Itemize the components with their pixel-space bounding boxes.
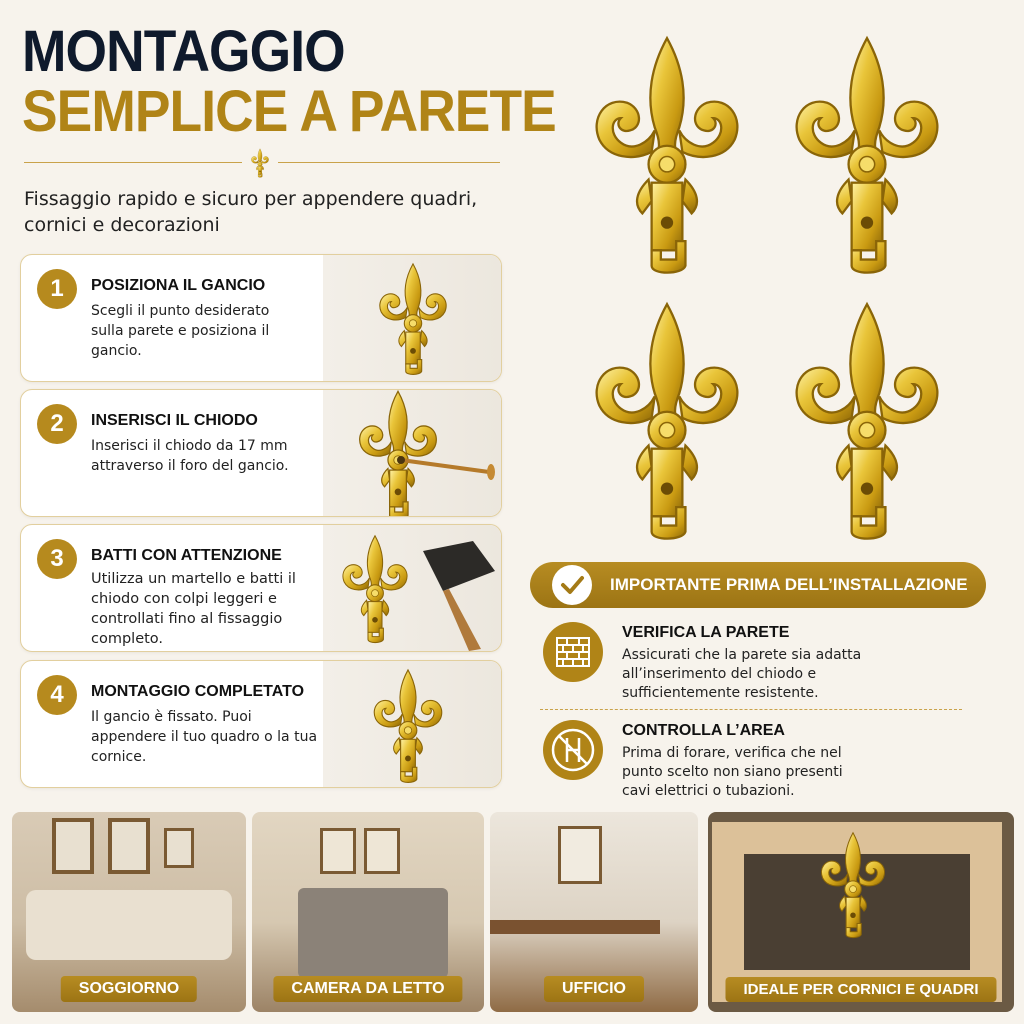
step-number: 1 [37,269,77,309]
hook-product-image [790,298,944,544]
step-title: BATTI CON ATTENZIONE [91,547,282,564]
bed [298,888,448,978]
frame [320,828,356,874]
room-photo-soggiorno [12,812,246,1012]
step-card-1 [20,254,502,382]
divider-right [278,162,500,163]
room-label: CAMERA DA LETTO [273,976,462,1002]
step-card-2 [20,389,502,517]
sofa [26,890,232,960]
info-title: CONTROLLA L’AREA [622,722,785,739]
page-title-line2: SEMPLICE A PARETE [22,79,556,144]
frame [558,826,602,884]
important-banner [530,562,986,608]
hook-image [367,667,449,785]
desk [490,920,660,934]
frame [164,828,194,868]
hook-product-image [790,32,944,278]
room-label: SOGGIORNO [61,976,197,1002]
step-description: Utilizza un martello e batti il chiodo con colpi leggeri e controllati fino al fissaggio completo. [91,571,296,647]
hook-product-image [590,298,744,544]
info-description: Prima di forare, verifica che nel punto scelto non siano presenti cavi elettrici o tubazioni. [622,745,843,799]
step-number: 3 [37,539,77,579]
room-label: IDEALE PER CORNICI E QUADRI [725,977,996,1002]
no-pipes-icon [543,720,603,780]
nail-icon [393,450,502,480]
page-title-line1: MONTAGGIO [22,19,345,84]
info-title: VERIFICA LA PARETE [622,624,790,641]
frame [52,818,94,874]
step-description: Il gancio è fissato. Puoi appendere il tuo quadro o la tua cornice. [91,709,318,765]
step-title: MONTAGGIO COMPLETATO [91,683,305,700]
step-card-3 [20,524,502,652]
check-icon [552,565,592,605]
step-image [323,390,501,516]
room-photo-cornice [708,812,1014,1012]
hook-image [818,830,888,940]
frame [108,818,150,874]
important-banner-text: IMPORTANTE PRIMA DELL’INSTALLAZIONE [610,575,968,594]
hook-product-image [590,32,744,278]
room-photo-ufficio [490,812,698,1012]
step-description: Inserisci il chiodo da 17 mm attraverso il foro del gancio. [91,438,289,474]
step-description: Scegli il punto desiderato sulla parete e posiziona il gancio. [91,303,270,359]
step-card-4 [20,660,502,788]
info-description: Assicurati che la parete sia adatta all’inserimento del chiodo e sufficientemente resistente. [622,647,862,701]
hook-image [337,533,413,645]
brick-wall-icon [543,622,603,682]
frame [364,828,400,874]
step-title: POSIZIONA IL GANCIO [91,277,266,294]
divider-left [24,162,242,163]
hook-image [373,261,453,377]
step-number: 4 [37,675,77,715]
room-photo-camera [252,812,484,1012]
step-image [323,661,501,787]
hammer-icon [403,531,502,651]
step-title: INSERISCI IL CHIODO [91,412,258,429]
room-label: UFFICIO [544,976,644,1002]
step-image [323,525,501,651]
subtitle: Fissaggio rapido e sicuro per appendere quadri, cornici e decorazioni [24,188,478,236]
info-separator [540,709,962,710]
step-image [323,255,501,381]
step-number: 2 [37,404,77,444]
fleur-de-lis-icon [246,148,274,178]
